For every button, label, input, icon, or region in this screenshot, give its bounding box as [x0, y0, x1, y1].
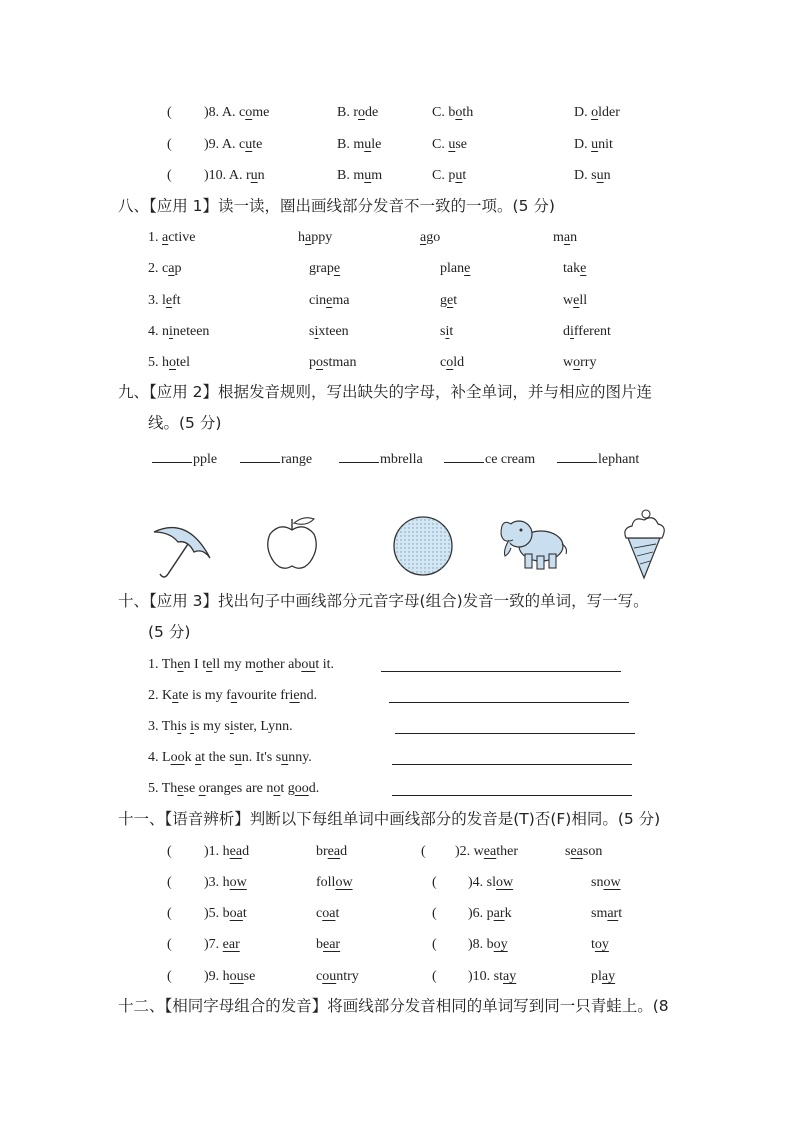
ice-cream-picture[interactable]: [618, 508, 672, 580]
elephant-picture[interactable]: [497, 510, 569, 576]
s8-word[interactable]: grape: [309, 261, 341, 276]
s10-sentence-text: 4. Look at the sun. It's sunny.: [148, 750, 312, 765]
s11-word: )4. slow: [468, 875, 514, 890]
s10-sentence-text: 3. This is my sister, Lynn.: [148, 719, 293, 734]
apple-picture[interactable]: [262, 514, 322, 574]
s8-word[interactable]: sixteen: [309, 324, 349, 339]
s10-title-2: (5 分): [148, 623, 191, 641]
s8-word[interactable]: 2. cap: [148, 261, 182, 276]
s8-word[interactable]: 3. left: [148, 293, 181, 308]
s8-word[interactable]: 5. hotel: [148, 355, 190, 370]
s9-title-2: 线。(5 分): [148, 414, 222, 432]
s11-word: follow: [316, 875, 353, 890]
s11-word: country: [316, 969, 359, 984]
s11-word: toy: [591, 937, 609, 952]
orange-picture[interactable]: [391, 514, 455, 578]
s9-word-ice-cream[interactable]: ce cream: [444, 448, 535, 469]
answer-paren[interactable]: (: [167, 969, 172, 984]
s11-word: )7. ear: [204, 937, 240, 952]
s11-word: )5. boat: [204, 906, 247, 921]
s8-word[interactable]: happy: [298, 230, 333, 245]
s10-title-1: 十、【应用 3】找出句子中画线部分元音字母(组合)发音一致的单词，写一写。: [118, 592, 649, 610]
s8-word[interactable]: different: [563, 324, 611, 339]
s8-title: 八、【应用 1】读一读，圈出画线部分发音不一致的一项。(5 分): [118, 197, 555, 215]
s8-word[interactable]: postman: [309, 355, 357, 370]
s11-word: )3. how: [204, 875, 247, 890]
answer-paren[interactable]: (: [432, 875, 437, 890]
s11-word: )2. weather: [455, 844, 518, 859]
s11-word: bear: [316, 937, 341, 952]
s9-word-orange[interactable]: range: [240, 448, 312, 469]
s8-word[interactable]: plane: [440, 261, 471, 276]
answer-line[interactable]: [381, 671, 621, 672]
s8-word[interactable]: cold: [440, 355, 465, 370]
s11-word: snow: [591, 875, 621, 890]
answer-line[interactable]: [392, 764, 632, 765]
s9-title-1: 九、【应用 2】根据发音规则，写出缺失的字母，补全单词，并与相应的图片连: [118, 383, 653, 401]
s11-word: bread: [316, 844, 348, 859]
s10-sentence-text: 2. Kate is my favourite friend.: [148, 688, 318, 703]
s8-word[interactable]: sit: [440, 324, 454, 339]
s8-word[interactable]: well: [563, 293, 588, 308]
s11-word: smart: [591, 906, 623, 921]
s8-word[interactable]: take: [563, 261, 587, 276]
answer-line[interactable]: [395, 733, 635, 734]
s11-word: )8. boy: [468, 937, 508, 952]
s11-word: )6. park: [468, 906, 512, 921]
s9-word-umbrella[interactable]: mbrella: [339, 448, 423, 469]
answer-paren[interactable]: (: [167, 844, 172, 859]
s12-title: 十二、【相同字母组合的发音】将画线部分发音相同的单词写到同一只青蛙上。(8: [118, 997, 669, 1015]
answer-line[interactable]: [389, 702, 629, 703]
answer-paren[interactable]: (: [432, 906, 437, 921]
answer-paren[interactable]: (: [432, 937, 437, 952]
answer-paren[interactable]: (: [432, 969, 437, 984]
answer-paren[interactable]: (: [167, 937, 172, 952]
s11-word: )1. head: [204, 844, 250, 859]
answer-paren[interactable]: (: [167, 906, 172, 921]
s11-word: play: [591, 969, 616, 984]
umbrella-picture[interactable]: [148, 518, 218, 580]
s10-sentence-text: 1. Then I tell my mother about it.: [148, 657, 335, 672]
s8-word[interactable]: worry: [563, 355, 597, 370]
s9-word-apple[interactable]: pple: [152, 448, 217, 469]
s8-word[interactable]: 1. active: [148, 230, 196, 245]
s9-word-elephant[interactable]: lephant: [557, 448, 639, 469]
s8-word[interactable]: ago: [420, 230, 441, 245]
s11-word: coat: [316, 906, 340, 921]
s8-word[interactable]: get: [440, 293, 458, 308]
s11-title: 十一、【语音辨析】判断以下每组单词中画线部分的发音是(T)否(F)相同。(5 分): [118, 810, 661, 828]
answer-line[interactable]: [392, 795, 632, 796]
s11-word: )9. house: [204, 969, 256, 984]
s10-sentence-text: 5. These oranges are not good.: [148, 781, 320, 796]
answer-paren[interactable]: (: [167, 875, 172, 890]
s8-word[interactable]: man: [553, 230, 578, 245]
s8-word[interactable]: cinema: [309, 293, 350, 308]
s8-word[interactable]: 4. nineteen: [148, 324, 210, 339]
answer-paren[interactable]: (: [421, 844, 426, 859]
s11-word: season: [565, 844, 603, 859]
s11-word: )10. stay: [468, 969, 517, 984]
